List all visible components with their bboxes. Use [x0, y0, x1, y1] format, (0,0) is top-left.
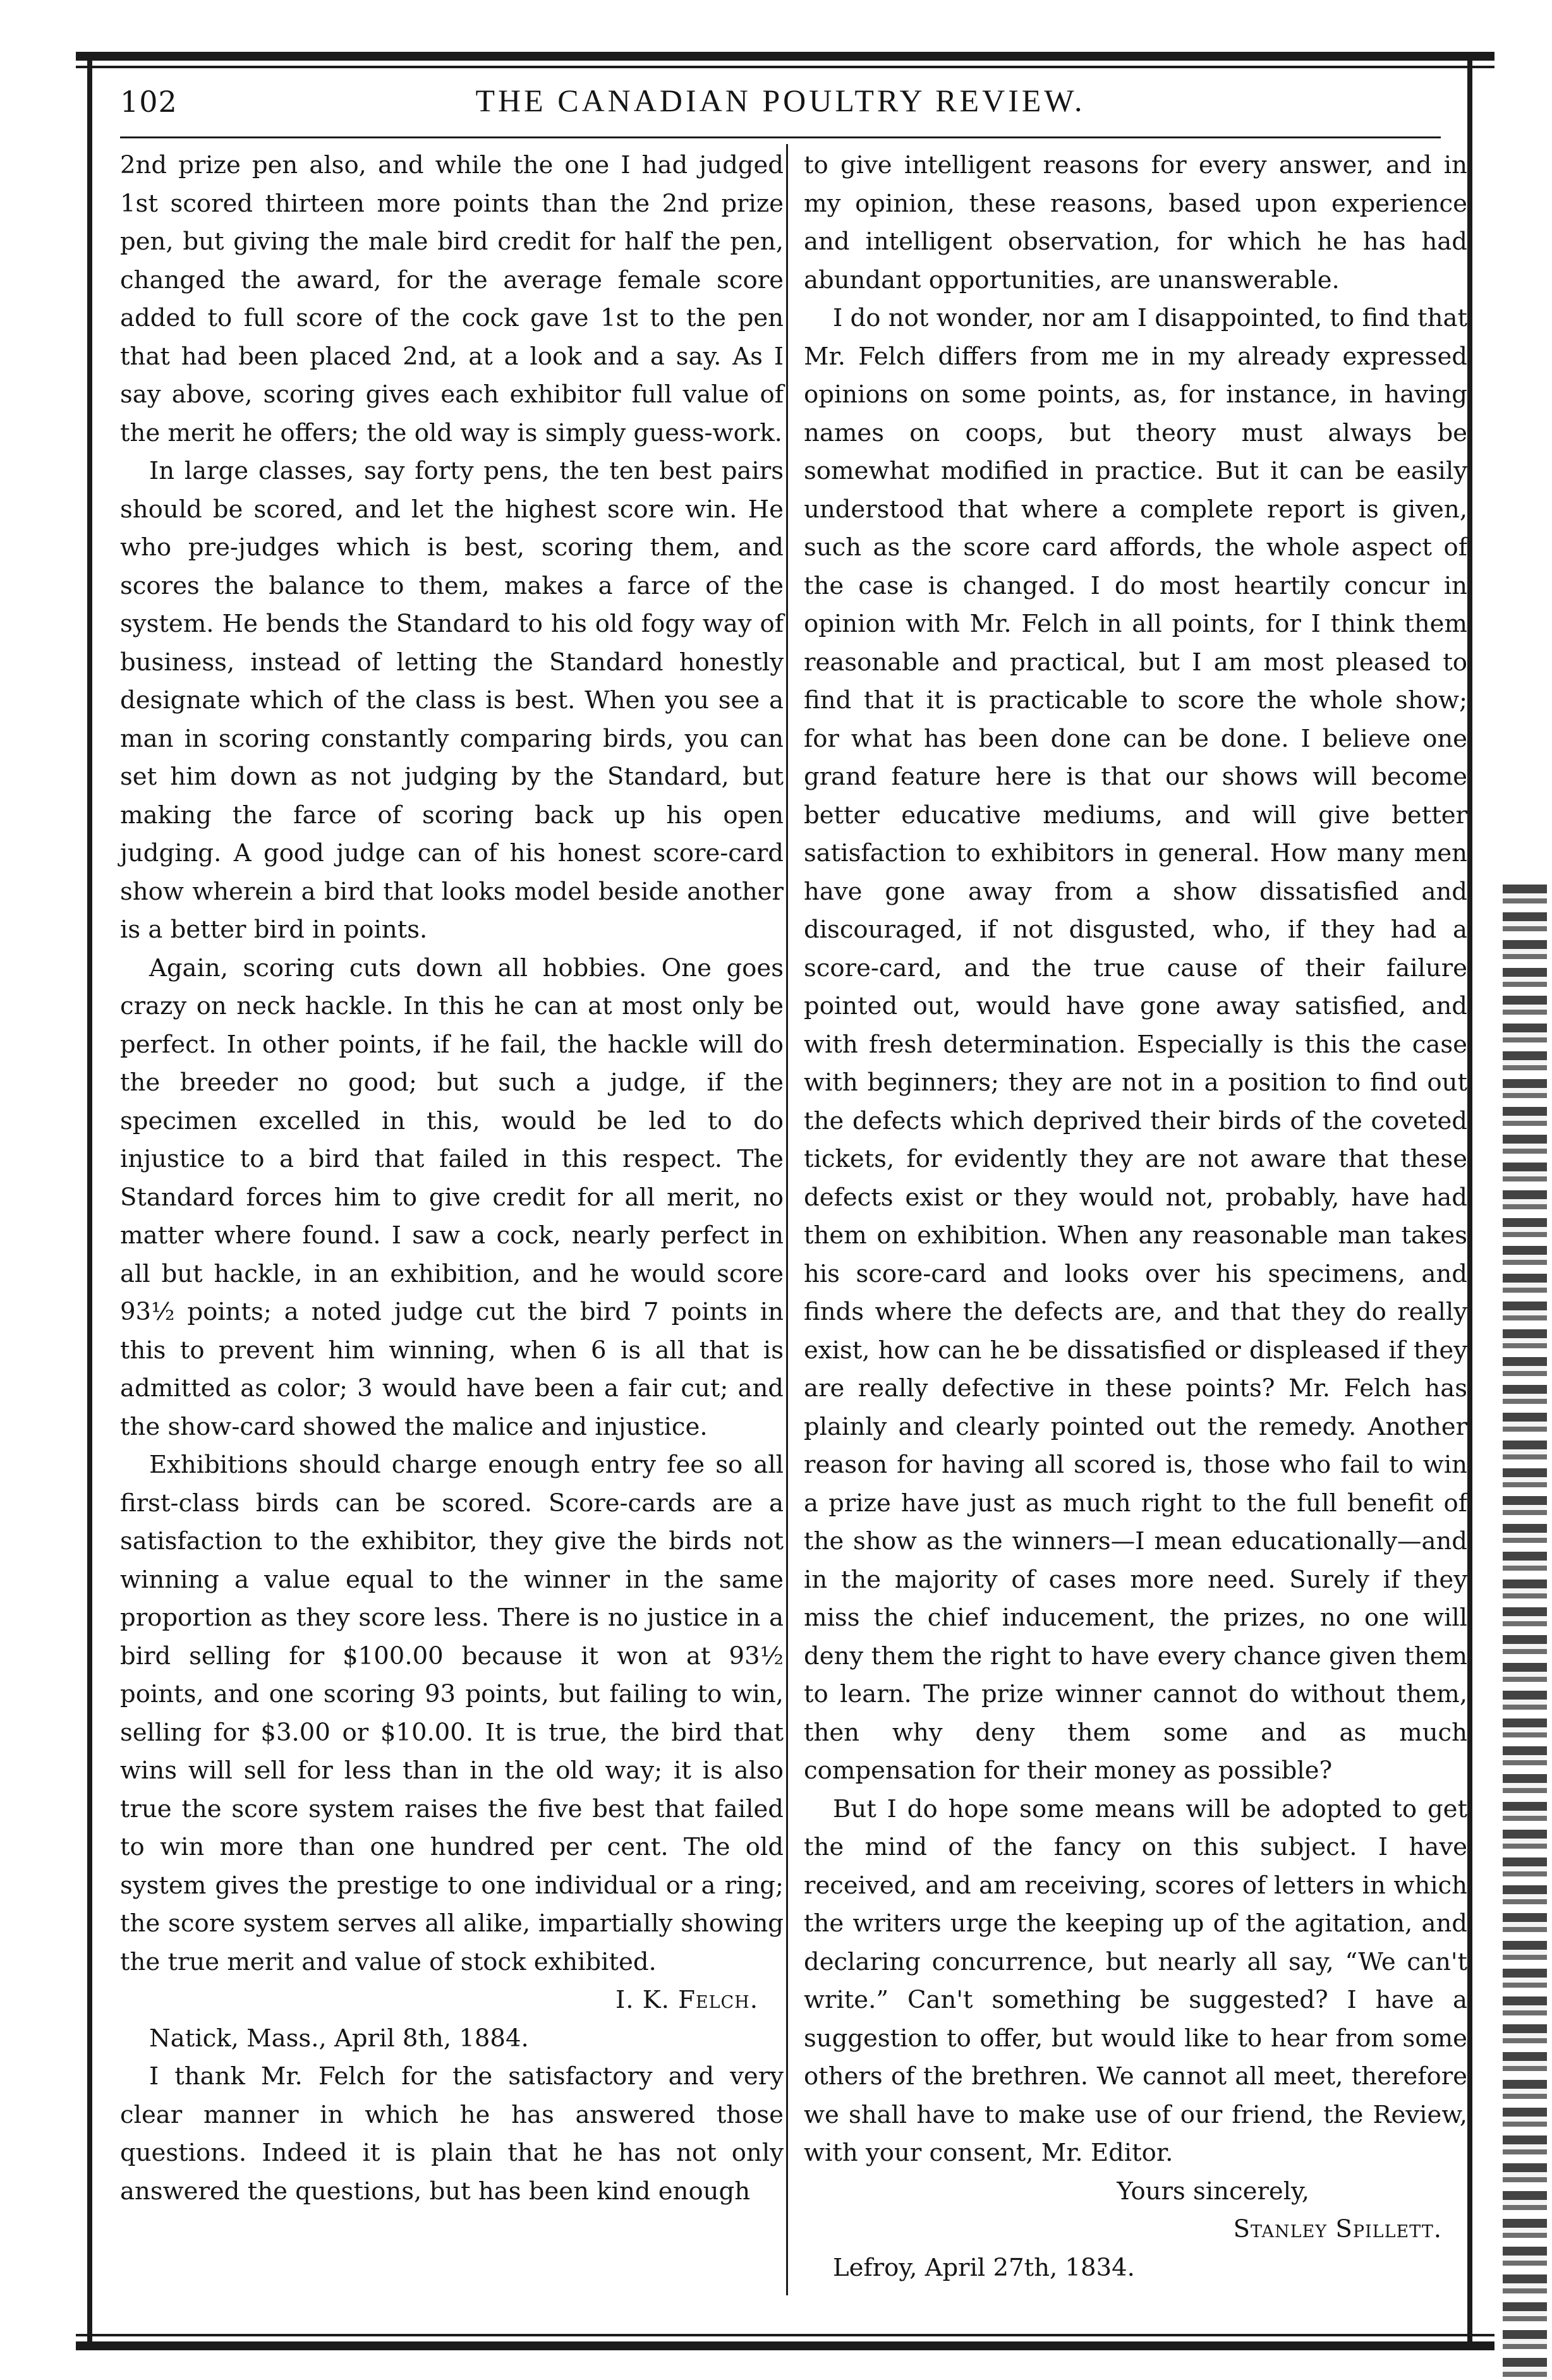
author-signature: Stanley Spillett.	[1233, 2215, 1442, 2244]
closing-salutation: Yours sincerely,	[1117, 2177, 1309, 2206]
paragraph: Again, scoring cuts down all hobbies. One goes crazy on neck hackle. In this he can at most only be perfect. In other points, if he fail, the hackle will do the breeder no good; but such a judge, if the specimen excelled in this, would be led to do injustice to a bird that failed in this respect. The Standard forces him to give credit for all merit, no matter where found. I saw a cock, nearly perfect in all but hackle, in an exhibition, and he would score 93½ points; a noted judge cut the bird 7 points in this to prevent him winning, when 6 is all that is admitted as color; 3 would have been a fair cut; and the show-card showed the malice and injustice.	[120, 953, 784, 1441]
paragraph: 2nd prize pen also, and while the one I had judged 1st scored thirteen more points than the 2nd prize pen, but giving the male bird credit for half the pen, changed the award, for the average female score added to full score of the cock gave 1st to the pen that had been placed 2nd, at a look and a say. As I say above, scoring gives each exhibitor full value of the merit he offers; the old way is simply guess-work.	[120, 151, 784, 447]
running-title: THE CANADIAN POULTRY REVIEW.	[475, 83, 1086, 118]
page-number: 102	[120, 85, 178, 119]
dateline: Natick, Mass., April 8th, 1884.	[149, 2024, 529, 2053]
paragraph: But I do hope some means will be adopted to get the mind of the fancy on this subject. I have received, and am receiving, scores of letters in which the writers urge the keeping up of the agitation, and declaring concurrence, but nearly all say, “We can't write.” Can't something be suggested? I have a suggestion to offer, but would like to hear from some others of the brethren. We cannot all meet, therefore we shall have to make use of our friend, the Review, with your consent, Mr. Editor.	[804, 1794, 1467, 2167]
paragraph: In large classes, say forty pens, the ten best pairs should be scored, and let the highest score win. He who pre-judges which is best, scoring them, and scores the balance to them, makes a farce of the system. He bends the Standard to his old fogy way of business, instead of letting the Standard honestly designate which of the class is best. When you see a man in scoring constantly comparing birds, you can set him down as not judging by the Standard, but making the farce of scoring back up his open judging. A good judge can of his honest score-card show wherein a bird that looks model beside another is a better bird in points.	[120, 457, 784, 944]
left-column	[120, 147, 784, 2211]
right-border-rule	[1467, 52, 1472, 2350]
page-header	[120, 81, 1441, 131]
bottom-double-rule	[76, 2334, 1494, 2336]
right-column	[804, 147, 1467, 2287]
author-signature: I. K. Felch.	[615, 1986, 758, 2014]
paragraph: I thank Mr. Felch for the satisfactory and very clear manner in which he has answered those questions. Indeed it is plain that he has not only answered the questions, but has been kind enough	[120, 2062, 784, 2206]
dateline: Lefroy, April 27th, 1834.	[833, 2253, 1135, 2282]
top-double-rule	[76, 66, 1494, 68]
paragraph: Exhibitions should charge enough entry fee so all first-class birds can be scored. Score-cards are a satisfaction to the exhibitor, they give the birds not winning a value equal to the winner in the same proportion as they score less. There is no justice in a bird selling for $100.00 because it won at 93½ points, and one scoring 93 points, but failing to win, selling for $3.00 or $10.00. It is true, the bird that wins will sell for less than in the old way; it is also true the score system raises the five best that failed to win more than one hundred per cent. The old system gives the prestige to one individual or a ring; the score system serves all alike, impartially showing the true merit and value of stock exhibited.	[120, 1451, 784, 1976]
scanned-page-edge	[1503, 885, 1547, 2380]
paragraph: to give intelligent reasons for every answer, and in my opinion, these reasons, based upon experience and intelligent observation, for which he has had abundant opportunities, are unanswerable.	[804, 151, 1467, 294]
column-divider	[786, 144, 788, 2295]
header-rule	[120, 136, 1441, 138]
paragraph: I do not wonder, nor am I disappointed, to find that Mr. Felch differs from me in my already expressed opinions on some points, as, for instance, in having names on coops, but theory must always be somewhat modified in practice. But it can be easily understood that where a complete report is given, such as the score card affords, the whole aspect of the case is changed. I do most heartily concur in opinion with Mr. Felch in all points, for I think them reasonable and practical, but I am most pleased to find that it is practicable to score the whole show; for what has been done can be done. I believe one grand feature here is that our shows will become better educative mediums, and will give better satisfaction to exhibitors in general. How many men have gone away from a show dissatisfied and discouraged, if not disgusted, who, if they had a score-card, and the true cause of their failure pointed out, would have gone away satisfied, and with fresh determination. Especially is this the case with beginners; they are not in a position to find out the defects which deprived their birds of the coveted tickets, for evidently they are not aware that these defects exist or they would not, probably, have had them on exhibition. When any reasonable man takes his score-card and looks over his specimens, and finds where the defects are, and that they do really exist, how can he be dissatisfied or displeased if they are really defective in these points? Mr. Felch has plainly and clearly pointed out the remedy. Another reason for having all scored is, those who fail to win a prize have just as much right to the full benefit of the show as the winners—I mean educationally—and in the majority of cases more need. Surely if they miss the chief inducement, the prizes, no one will deny them the right to have every chance given them to learn. The prize winner cannot do without them, then why deny them some and as much compensation for their money as possible?	[804, 304, 1467, 1785]
left-border-rule	[87, 52, 92, 2350]
